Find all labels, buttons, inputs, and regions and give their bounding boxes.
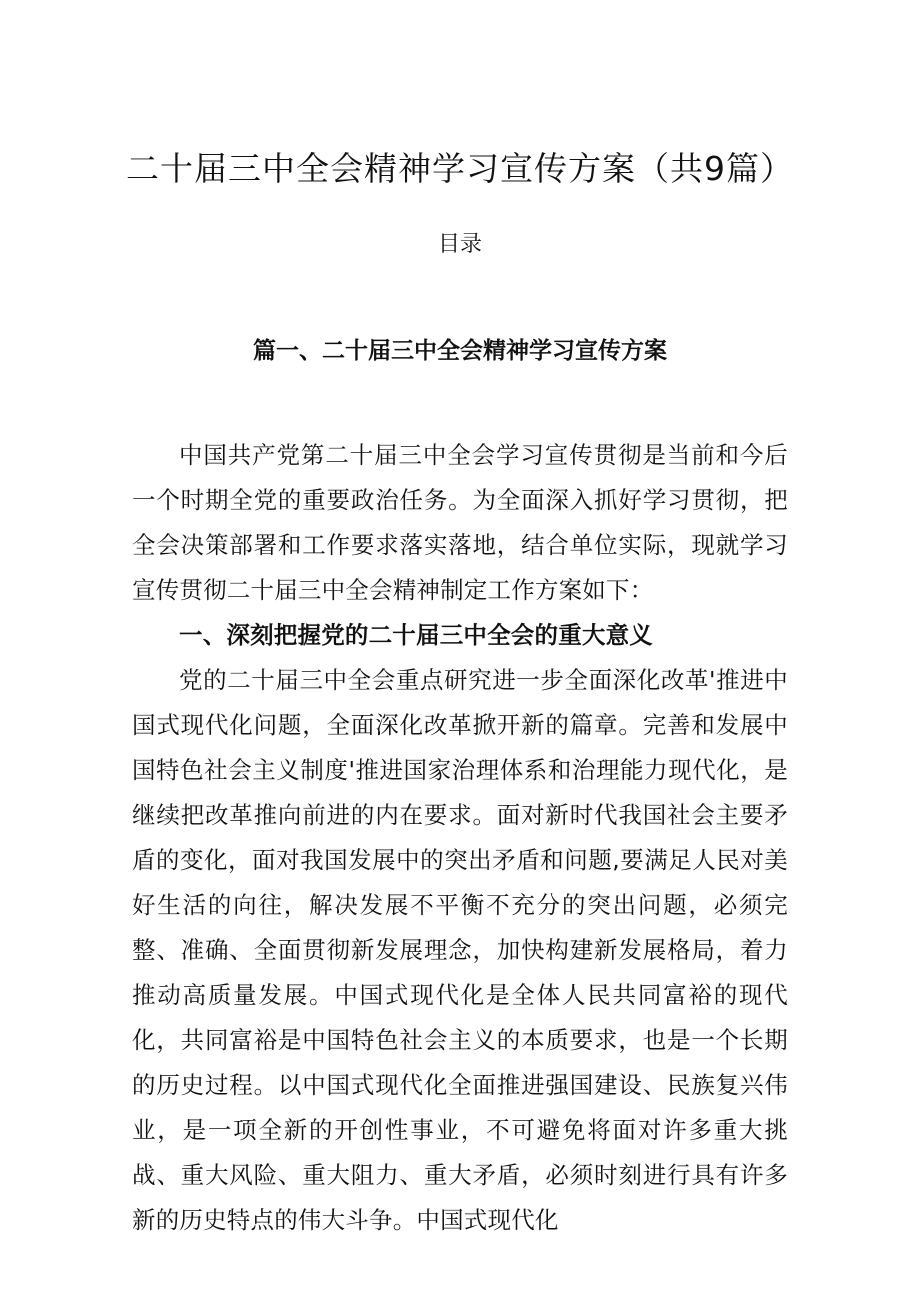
document-title: 二十届三中全会精神学习宣传方案（共9篇） (126, 149, 794, 188)
document-body (132, 433, 788, 1243)
intro-paragraph: 中国共产党第二十届三中全会学习宣传贯彻是当前和今后一个时期全党的重要政治任务。为全面深入抓好学习贯彻，把全会决策部署和工作要求落实落地，结合单位实际，现就学习宣传贯彻二十届三中全会精神制定工作方案如下： (132, 441, 788, 604)
section-heading: 篇一、二十届三中全会精神学习宣传方案 (253, 338, 667, 364)
body-paragraph: 党的二十届三中全会重点研究进一步全面深化改革'推进中国式现代化问题，全面深化改革掀开新的篇章。完善和发展中国特色社会主义制度'推进国家治理体系和治理能力现代化，是继续把改革推向前进的内在要求。面对新时代我国社会主要矛盾的变化，面对我国发展中的突出矛盾和问题,要满足人民对美好生活的向往，解决发展不平衡不充分的突出问题，必须完整、准确、全面贯彻新发展理念，加快构建新发展格局，着力推动高质量发展。中国式现代化是全体人民共同富裕的现代化，共同富裕是中国特色社会主义的本质要求，也是一个长期的历史过程。以中国式现代化全面推进强国建设、民族复兴伟业，是一项全新的开创性事业，不可避免将面对许多重大挑战、重大风险、重大阻力、重大矛盾，必须时刻进行具有许多新的历史特点的伟大斗争。中国式现代化 (132, 666, 788, 1234)
table-of-contents-label: 目录 (437, 232, 482, 257)
subsection-heading: 一、深刻把握党的二十届三中全会的重大意义 (179, 621, 653, 649)
